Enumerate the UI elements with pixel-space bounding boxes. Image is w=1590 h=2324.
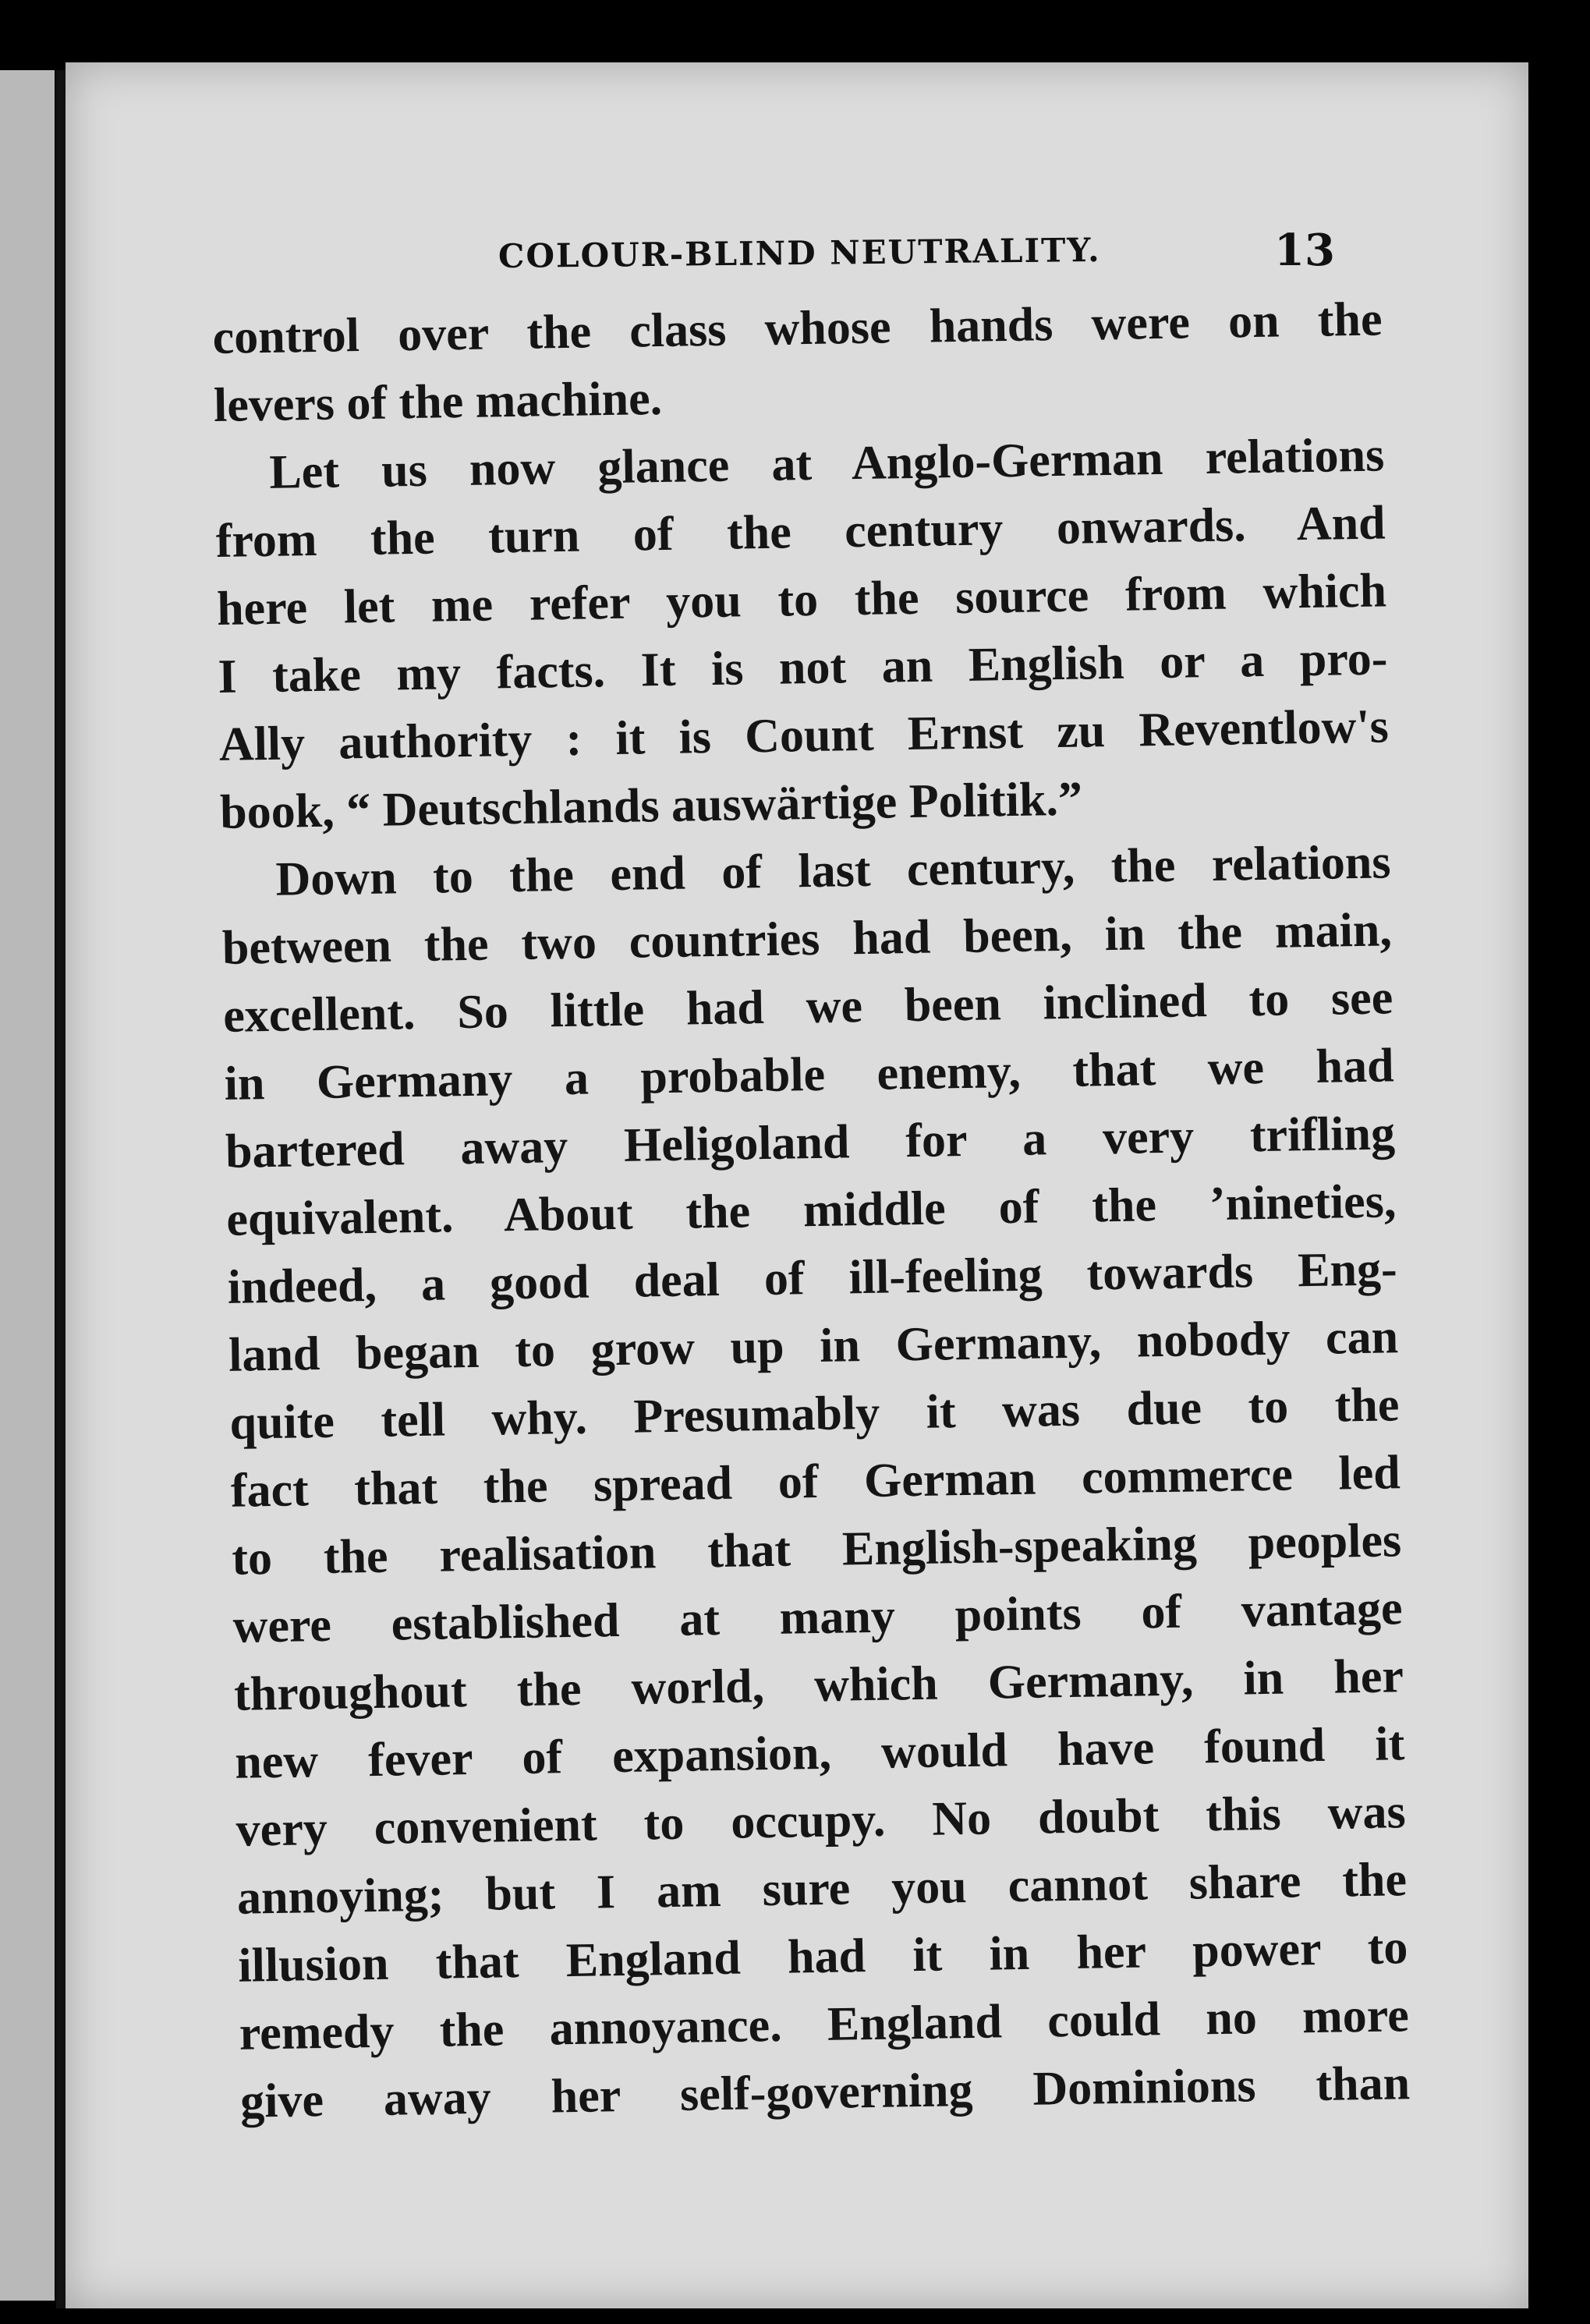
text-line: bartered away Heligoland for a very trifling	[225, 1107, 1396, 1178]
text-line: in Germany a probable enemy, that we had	[224, 1039, 1395, 1111]
text-line: to the realisation that English-speaking peoples	[231, 1514, 1402, 1585]
text-line: equivalent. About the middle of the ’nineties,	[225, 1174, 1397, 1246]
scan-border	[1528, 55, 1590, 2324]
text-line: between the two countries had been, in the main,	[221, 903, 1393, 975]
text-line: new fever of expansion, would have found it	[234, 1717, 1405, 1789]
text-line: throughout the world, which Germany, in her	[233, 1649, 1404, 1721]
running-head	[66, 218, 1532, 281]
text-line: remedy the annoyance. England could no more	[239, 1989, 1410, 2060]
text-line: annoying; but I am sure you cannot share the	[236, 1853, 1408, 1925]
text-line: indeed, a good deal of ill-feeling towards Eng-	[227, 1242, 1398, 1314]
text-line: excellent. So little had we been inclined to see	[222, 971, 1393, 1043]
text-line: here let me refer you to the source from which	[216, 564, 1387, 636]
text-line: I take my facts. It is not an English or a pro-	[217, 632, 1388, 703]
text-line: Let us now glance at Anglo-German relations	[268, 428, 1385, 499]
facing-page-edge	[0, 70, 55, 2301]
text-line: give away her self-governing Dominions than	[239, 2057, 1411, 2128]
body-text	[212, 285, 1411, 2135]
running-head-title: COLOUR-BLIND NEUTRALITY.	[498, 230, 1101, 276]
text-line: fact that the spread of German commerce led	[230, 1446, 1401, 1518]
text-line: Ally authority : it is Count Ernst zu Reventlow's	[218, 700, 1390, 771]
text-line: land began to grow up in Germany, nobody can	[228, 1310, 1399, 1382]
page-gutter-line	[56, 70, 66, 2308]
text-line: very convenient to occupy. No doubt this was	[235, 1785, 1407, 1857]
text-line: levers of the machine.	[213, 371, 663, 432]
text-line: were established at many points of vantage	[232, 1582, 1403, 1653]
page-number: 13	[1274, 225, 1335, 276]
text-line: control over the class whose hands were on the	[212, 292, 1383, 364]
text-line: from the turn of the century onwards. And	[215, 496, 1386, 568]
text-line: illusion that England had it in her power to	[237, 1921, 1408, 1993]
text-line: quite tell why. Presumably it was due to the	[229, 1378, 1400, 1450]
text-line: Down to the end of last century, the relations	[275, 835, 1391, 906]
text-line: book, “ Deutschlands auswärtige Politik.”	[219, 772, 1083, 839]
